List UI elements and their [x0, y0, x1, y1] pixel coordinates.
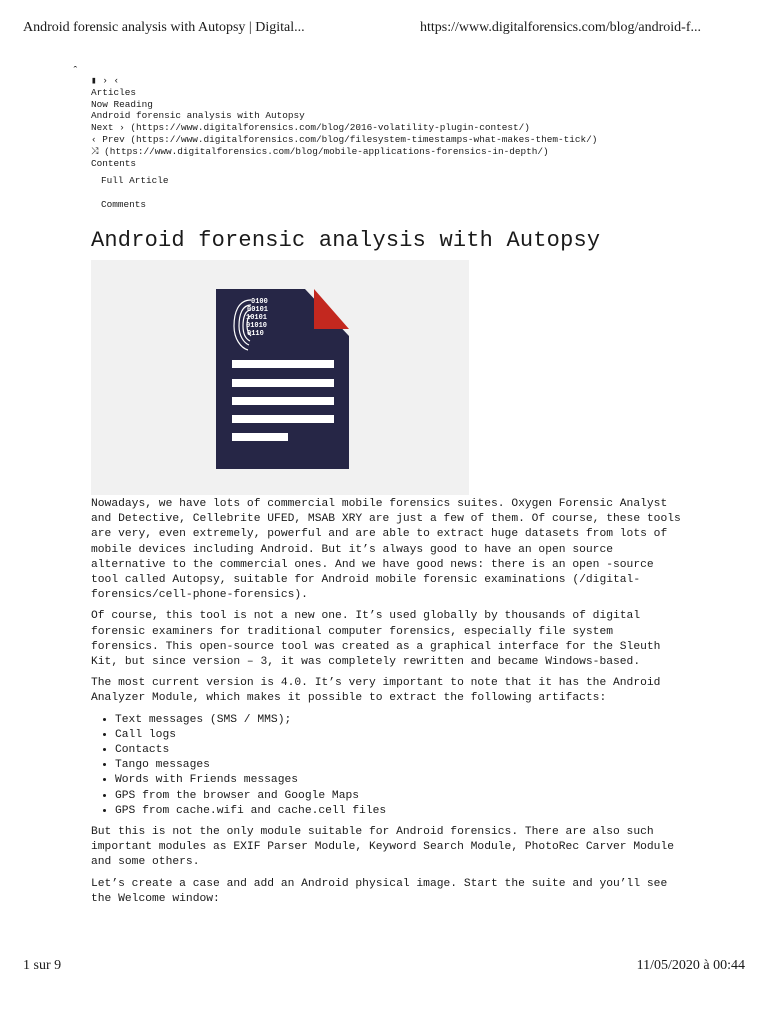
list-item: • GPS from the browser and Google Maps [115, 789, 681, 804]
print-header [23, 20, 745, 36]
document-fingerprint-icon [91, 260, 469, 495]
article-title: Android forensic analysis with Autopsy [91, 228, 601, 253]
tab-full-article[interactable]: Full Article [101, 175, 169, 187]
print-footer [23, 958, 745, 974]
paragraph-version: The most current version is 4.0. It’s very important to note that it has the Android Analyzer Module, which makes it possible to extract the following artifacts: [91, 677, 661, 705]
paragraph-history: Of course, this tool is not a new one. It’s used globally by thousands of digital forensic examiners for traditional computer forensics, especially file system forensics. This open-source tool was created as a graphical interface for the Sleuth Kit, but since version – 3, it was completely rewritten and became Windows-based. [91, 610, 661, 669]
list-item: • Text messages (SMS / MMS); [115, 713, 681, 728]
fingerprint-digits-5: 0110 [247, 330, 264, 338]
random-article-link[interactable]: ⤨ (https://www.digitalforensics.com/blog/mobile-applications-forensics-in-depth/) [91, 145, 549, 157]
fingerprint-digits-3: 10101 [246, 314, 268, 322]
tab-comments[interactable]: Comments [101, 199, 147, 211]
contents-label: Contents [91, 157, 137, 169]
article-body [91, 497, 681, 913]
print-datetime: 11/05/2020 à 00:44 [636, 958, 745, 973]
list-item: • Words with Friends messages [115, 773, 681, 788]
collapse-caret-icon[interactable]: ˆ [72, 66, 79, 78]
fingerprint-digits-1: 0100 [251, 298, 268, 306]
print-header-title: Android forensic analysis with Autopsy | Digital... [23, 20, 305, 35]
artifacts-list [91, 713, 681, 819]
print-header-url: https://www.digitalforensics.com/blog/android-f... [420, 20, 701, 35]
current-article-title: Android forensic analysis with Autopsy [91, 110, 305, 122]
article-nav [91, 75, 597, 211]
nav-icons[interactable]: ▮ › ‹ [91, 75, 120, 86]
paragraph-intro: Nowadays, we have lots of commercial mobile forensics suites. Oxygen Forensic Analyst and Detective, Cellebrite UFED, MSAB XRY are just a few of them. Of course, these tools are very, even extremely, powerful and are able to extract huge datasets from lots of mobile devices including Android. But it’s always good to have an open source alternative to the commercial ones. And we have good news: there is an open -source tool called Autopsy, suitable for Android mobile forensic examinations (/digital-forensics/cell-phone-forensics). [91, 498, 681, 602]
hero-image [91, 260, 469, 495]
fingerprint-digits-4: 01010 [246, 322, 268, 330]
paragraph-modules: But this is not the only module suitable for Android forensics. There are also such important modules as EXIF Parser Module, Keyword Search Module, PhotoRec Carver Module and some others. [91, 826, 675, 869]
paragraph-create-case: Let’s create a case and add an Android physical image. Start the suite and you’ll see the Welcome window: [91, 877, 668, 905]
fingerprint-digits-2: 00101 [247, 306, 269, 314]
next-article-link[interactable]: Next › (https://www.digitalforensics.com/blog/2016-volatility-plugin-contest/) [91, 122, 530, 134]
articles-link[interactable]: Articles [91, 86, 137, 98]
list-item: • Tango messages [115, 758, 681, 773]
now-reading-label: Now Reading [91, 98, 153, 110]
page-number: 1 sur 9 [23, 958, 62, 973]
list-item: • GPS from cache.wifi and cache.cell files [115, 804, 681, 819]
list-item: • Contacts [115, 743, 681, 758]
list-item: • Call logs [115, 728, 681, 743]
prev-article-link[interactable]: ‹ Prev (https://www.digitalforensics.com/blog/filesystem-timestamps-what-makes-them-tick/) [91, 133, 598, 145]
